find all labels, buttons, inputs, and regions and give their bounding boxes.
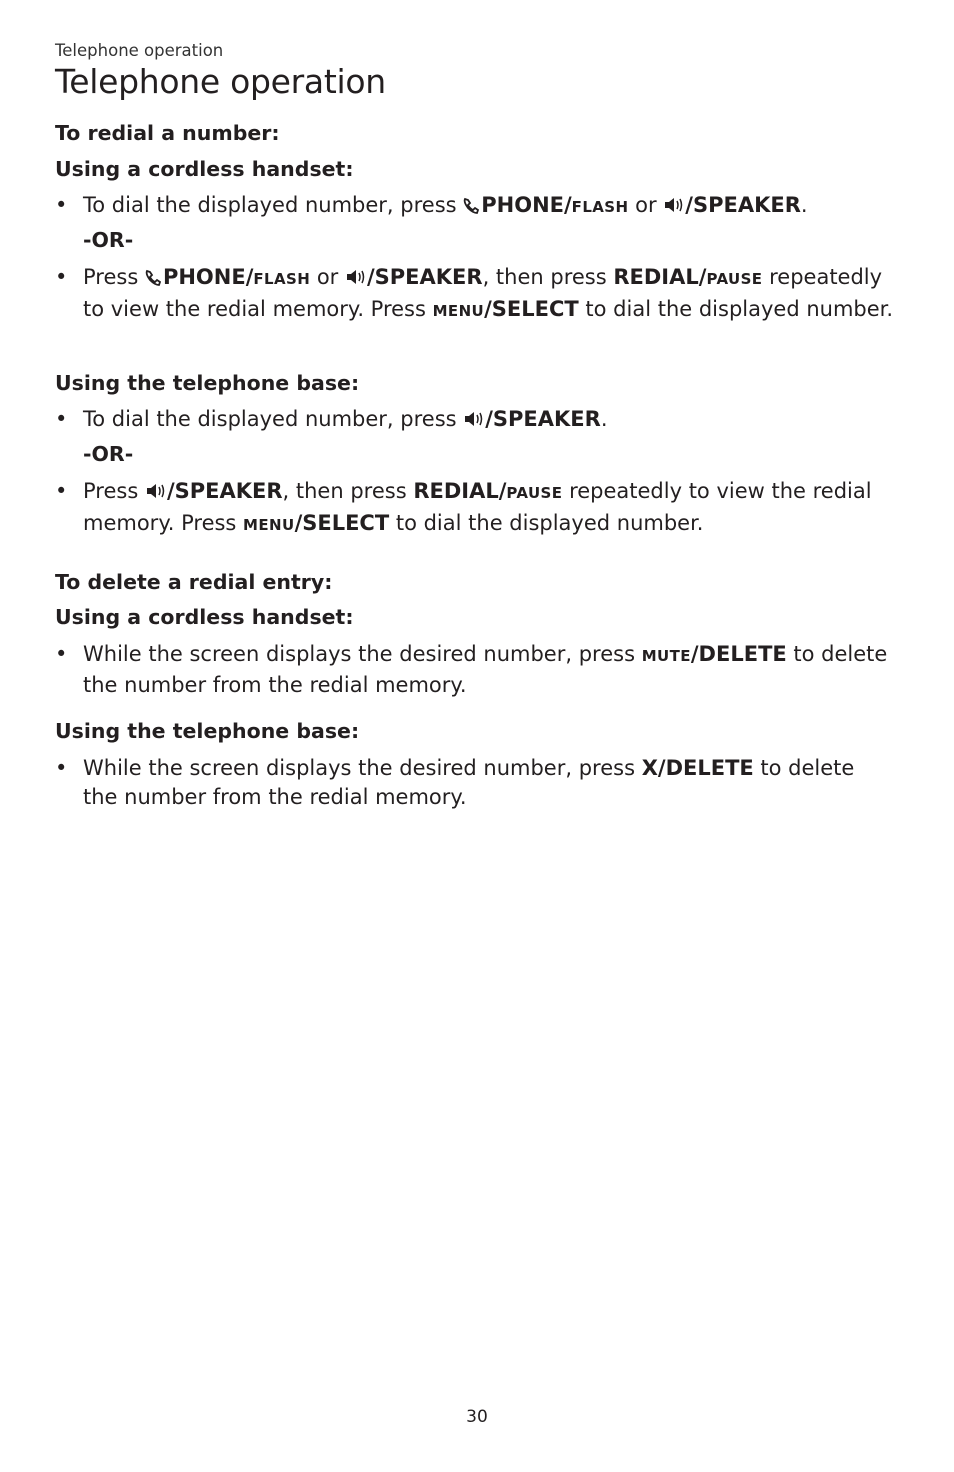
subheading-delete-handset: Using a cordless handset: [55, 605, 354, 629]
list-item: • Press /SPEAKER, then press REDIAL/PAUSE repeatedly to view the redial memory. Press MENU/SELECT to dial the displayed number. [55, 479, 872, 535]
phone-icon [463, 194, 481, 223]
phone-icon [145, 266, 163, 295]
list-item: • To dial the displayed number, press PHONE/FLASH or /SPEAKER. [55, 191, 895, 223]
list-item: • Press PHONE/FLASH or /SPEAKER, then press REDIAL/PAUSE repeatedly to view the redial memory. Press MENU/SELECT to dial the displayed number. [55, 265, 894, 321]
bullet: • [55, 193, 68, 217]
bullet: • [55, 756, 68, 780]
section-heading-redial: To redial a number: [55, 121, 280, 145]
speaker-icon [345, 266, 367, 295]
speaker-icon [145, 480, 167, 509]
running-head: Telephone operation [55, 41, 224, 60]
subheading-redial-base: Using the telephone base: [55, 371, 360, 395]
bullet: • [55, 479, 68, 503]
section-heading-delete: To delete a redial entry: [55, 570, 333, 594]
or-separator: -OR- [83, 228, 134, 252]
bullet: • [55, 407, 68, 431]
list-item: • While the screen displays the desired number, press MUTE/DELETE to delete the number from the redial memory. [55, 642, 888, 697]
page-title: Telephone operation [55, 62, 386, 101]
page-number: 30 [466, 1407, 488, 1427]
speaker-icon [663, 194, 685, 223]
subheading-redial-handset: Using a cordless handset: [55, 157, 354, 181]
speaker-icon [463, 408, 485, 437]
bullet: • [55, 642, 68, 666]
subheading-delete-base: Using the telephone base: [55, 719, 360, 743]
list-item: • To dial the displayed number, press /SPEAKER. [55, 405, 895, 437]
or-separator: -OR- [83, 442, 134, 466]
list-item: • While the screen displays the desired number, press X/DELETE to delete the number from the redial memory. [55, 756, 855, 809]
bullet: • [55, 265, 68, 289]
